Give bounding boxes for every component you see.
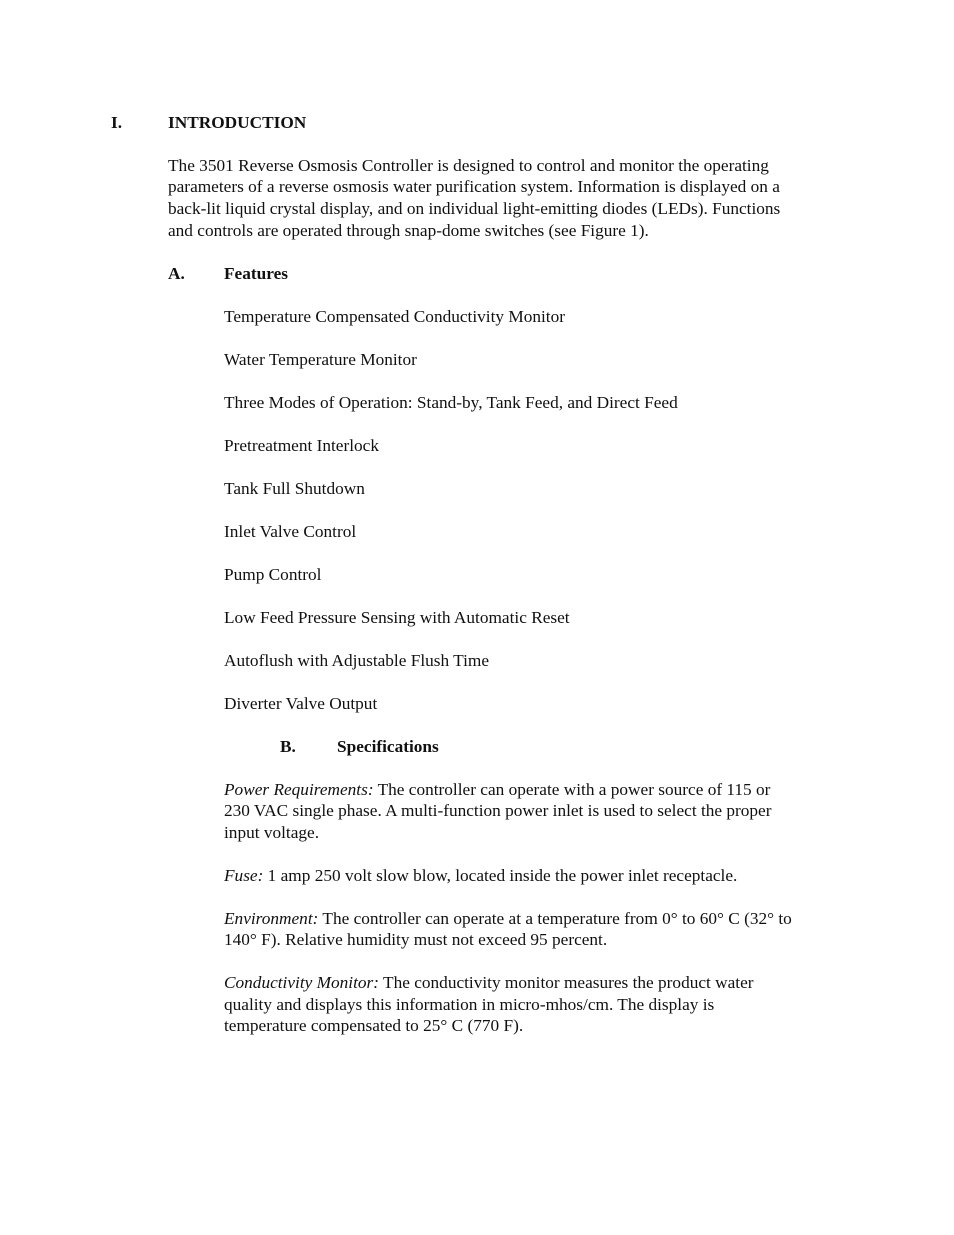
feature-item: Three Modes of Operation: Stand-by, Tank Feed, and Direct Feed — [224, 393, 678, 412]
spec-fuse-text: 1 amp 250 volt slow blow, located inside the power inlet receptacle. — [263, 866, 738, 885]
spec-conductivity-line: temperature compensated to 25° C (770 F). — [224, 1016, 524, 1035]
feature-item: Inlet Valve Control — [224, 522, 357, 541]
feature-item: Low Feed Pressure Sensing with Automatic Reset — [224, 608, 570, 627]
spec-conductivity-line — [224, 972, 754, 994]
section-number: I. — [111, 113, 123, 132]
features-title: Features — [224, 264, 288, 283]
section-title: INTRODUCTION — [168, 113, 307, 132]
feature-item: Temperature Compensated Conductivity Monitor — [224, 307, 565, 326]
spec-power-text: The controller can operate with a power source of 115 or — [373, 780, 771, 799]
feature-item: Pretreatment Interlock — [224, 436, 379, 455]
spec-power-line: input voltage. — [224, 823, 320, 842]
spec-power-line: 230 VAC single phase. A multi-function power inlet is used to select the proper — [224, 801, 772, 820]
feature-item: Diverter Valve Output — [224, 694, 378, 713]
spec-fuse-line — [224, 865, 737, 887]
intro-line: The 3501 Reverse Osmosis Controller is designed to control and monitor the operating — [168, 156, 769, 175]
spec-power-label: Power Requirements: — [224, 780, 374, 799]
feature-item: Tank Full Shutdown — [224, 479, 365, 498]
spec-conductivity-label: Conductivity Monitor: — [224, 973, 380, 992]
spec-conductivity-text: The conductivity monitor measures the product water — [379, 973, 754, 992]
feature-item: Pump Control — [224, 565, 322, 584]
specifications-letter: B. — [280, 737, 296, 756]
spec-environment-line — [224, 908, 792, 930]
spec-conductivity-line: quality and displays this information in micro-mhos/cm. The display is — [224, 995, 715, 1014]
spec-environment-line: 140° F). Relative humidity must not exceed 95 percent. — [224, 930, 608, 949]
spec-environment-label: Environment: — [224, 909, 319, 928]
intro-line: back-lit liquid crystal display, and on individual light-emitting diodes (LEDs). Functions — [168, 199, 781, 218]
intro-line: parameters of a reverse osmosis water purification system. Information is displayed on a — [168, 177, 780, 196]
feature-item: Autoflush with Adjustable Flush Time — [224, 651, 490, 670]
spec-power-line — [224, 779, 770, 801]
features-letter: A. — [168, 264, 185, 283]
specifications-title: Specifications — [337, 737, 439, 756]
spec-fuse-label: Fuse: — [224, 866, 264, 885]
spec-environment-text: The controller can operate at a temperature from 0° to 60° C (32° to — [318, 909, 792, 928]
feature-item: Water Temperature Monitor — [224, 350, 417, 369]
intro-line: and controls are operated through snap-dome switches (see Figure 1). — [168, 221, 649, 240]
